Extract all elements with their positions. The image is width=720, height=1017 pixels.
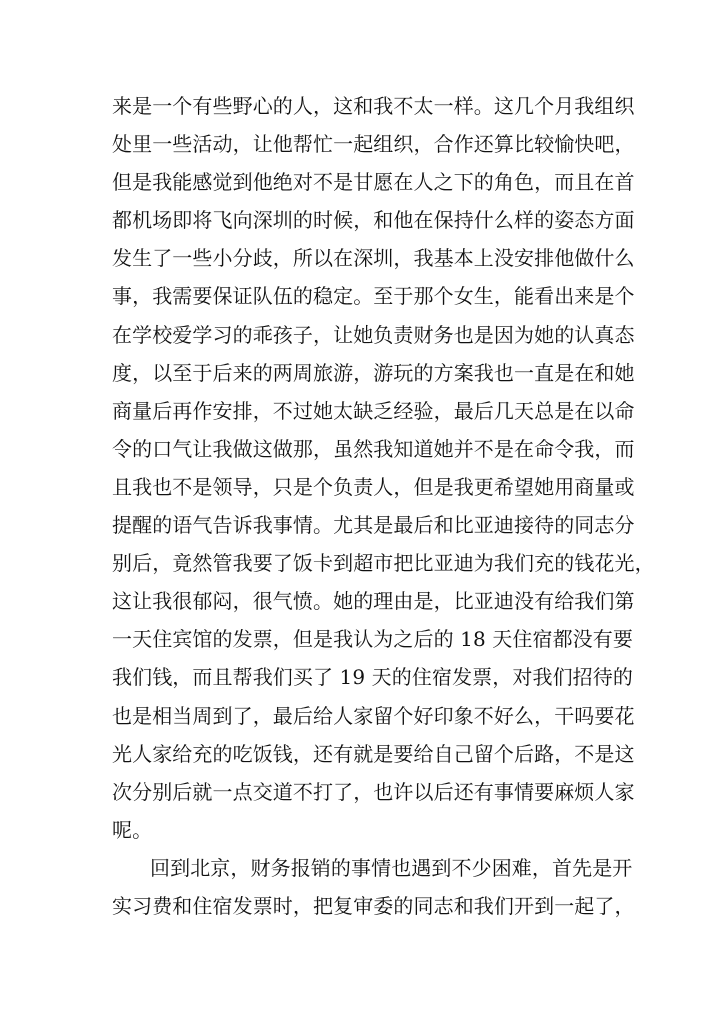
text-line: 别后，竟然管我要了饭卡到超市把比亚迪为我们充的钱花光， [112,551,655,576]
text-line: 一天住宾馆的发票，但是我认为之后的 18 天住宿都没有要 [112,627,633,652]
text-line: 提醒的语气告诉我事情。尤其是最后和比亚迪接待的同志分 [112,513,635,538]
text-line: 我们钱，而且帮我们买了 19 天的住宿发票，对我们招待的 [112,665,633,690]
text-line: 度，以至于后来的两周旅游，游玩的方案我也一直是在和她 [112,360,635,385]
text-line: 处里一些活动，让他帮忙一起组织，合作还算比较愉快吧， [112,132,635,157]
text-line: 光人家给充的吃饭钱，还有就是要给自己留个后路，不是这 [112,741,635,766]
text-line: 都机场即将飞向深圳的时候，和他在保持什么样的姿态方面 [112,208,635,233]
text-line: 商量后再作安排，不过她太缺乏经验，最后几天总是在以命 [112,398,635,423]
paragraph-start-line: 回到北京，财务报销的事情也遇到不少困难，首先是开 [150,855,633,880]
text-line: 令的口气让我做这做那，虽然我知道她并不是在命令我，而 [112,436,635,461]
text-line: 发生了一些小分歧，所以在深圳，我基本上没安排他做什么 [112,246,635,271]
text-line: 次分别后就一点交道不打了，也许以后还有事情要麻烦人家 [112,779,635,804]
text-line: 实习费和住宿发票时，把复审委的同志和我们开到一起了， [112,893,635,918]
text-line: 但是我能感觉到他绝对不是甘愿在人之下的角色，而且在首 [112,170,635,195]
text-line: 事，我需要保证队伍的稳定。至于那个女生，能看出来是个 [112,284,635,309]
text-line: 在学校爱学习的乖孩子，让她负责财务也是因为她的认真态 [112,322,635,347]
text-line: 这让我很郁闷，很气愤。她的理由是，比亚迪没有给我们第 [112,589,635,614]
text-line: 也是相当周到了，最后给人家留个好印象不好么，干吗要花 [112,703,635,728]
text-line: 且我也不是领导，只是个负责人，但是我更希望她用商量或 [112,474,635,499]
body-text [112,87,655,925]
text-line: 呢。 [112,817,153,842]
text-line: 来是一个有些野心的人，这和我不太一样。这几个月我组织 [112,94,635,118]
